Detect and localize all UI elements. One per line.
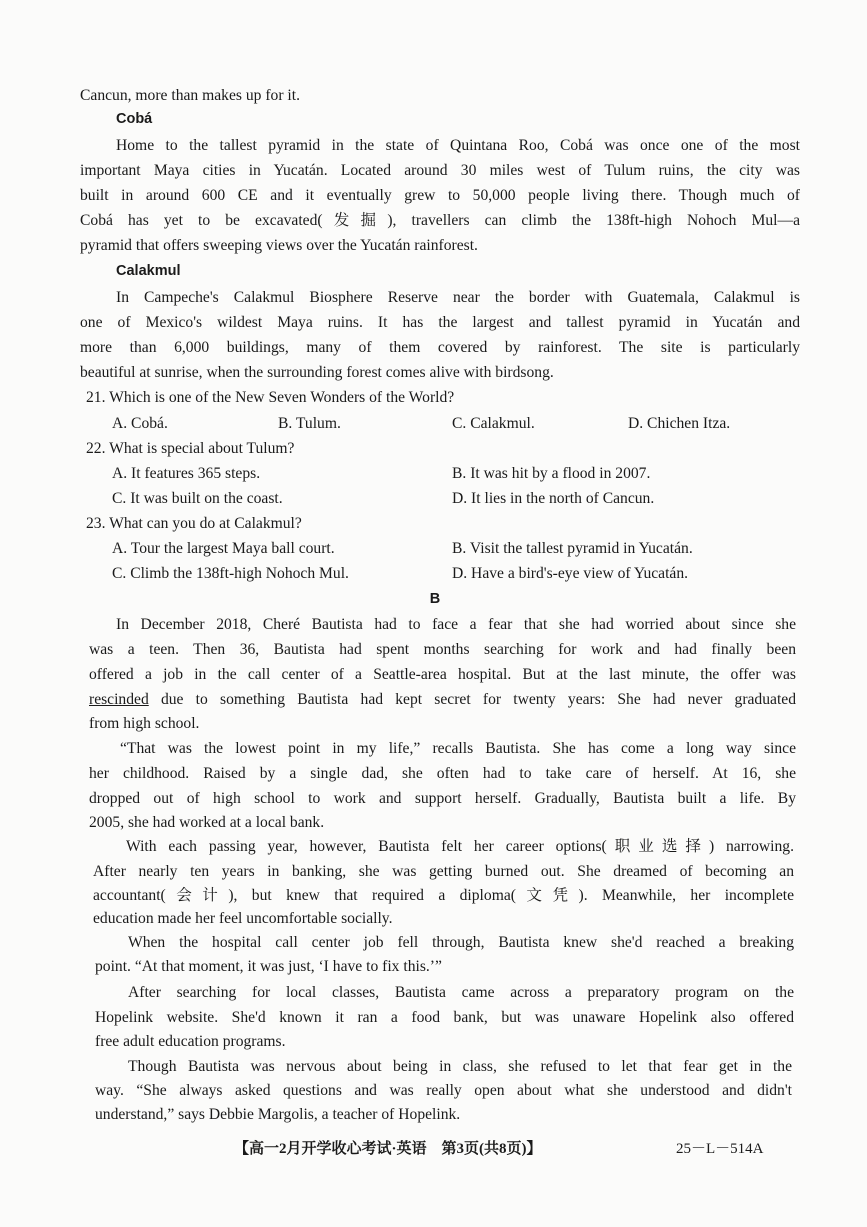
section-heading-coba: Cobá bbox=[116, 111, 153, 127]
passage-b-line: her childhood. Raised by a single dad, she often had to take care of herself. At 16, she bbox=[89, 765, 796, 782]
question-22-option-a: A. It features 365 steps. bbox=[112, 465, 261, 482]
passage-b-line: free adult education programs. bbox=[95, 1033, 286, 1050]
passage-b-line-rest: due to something Bautista had kept secret for twenty years: She had never graduated bbox=[148, 691, 796, 708]
page-footer-exam-info: 【高一2月开学收心考试·英语 第3页(共8页)】 bbox=[234, 1141, 542, 1157]
question-21-stem: 21. Which is one of the New Seven Wonders of the World? bbox=[86, 389, 455, 406]
question-23-option-a: A. Tour the largest Maya ball court. bbox=[112, 540, 335, 557]
section-label-b: B bbox=[429, 591, 441, 607]
calakmul-line: one of Mexico's wildest Maya ruins. It has the largest and tallest pyramid in Yucatán and bbox=[80, 314, 800, 331]
question-21-option-a: A. Cobá. bbox=[112, 415, 168, 432]
page-footer-code: 25－L－514A bbox=[676, 1141, 764, 1157]
passage-b-line bbox=[89, 687, 796, 712]
coba-line: important Maya cities in Yucatán. Located around 30 miles west of Tulum ruins, the city was bbox=[80, 162, 800, 179]
passage-b-line: accountant(会计), but knew that required a diploma(文凭). Meanwhile, her incomplete bbox=[93, 887, 794, 904]
passage-b-line: from high school. bbox=[89, 715, 200, 732]
coba-line: Home to the tallest pyramid in the state of Quintana Roo, Cobá was once one of the most bbox=[116, 137, 800, 154]
question-23-option-d: D. Have a bird's-eye view of Yucatán. bbox=[452, 565, 689, 582]
question-22-option-d: D. It lies in the north of Cancun. bbox=[452, 490, 655, 507]
calakmul-line: beautiful at sunrise, when the surrounding forest comes alive with birdsong. bbox=[80, 364, 554, 381]
question-22-option-c: C. It was built on the coast. bbox=[112, 490, 283, 507]
question-23-stem: 23. What can you do at Calakmul? bbox=[86, 515, 302, 532]
passage-b-line: After searching for local classes, Bautista came across a preparatory program on the bbox=[128, 984, 794, 1001]
passage-b-line: was a teen. Then 36, Bautista had spent months searching for work and had finally been bbox=[89, 641, 796, 658]
question-21-option-c: C. Calakmul. bbox=[452, 415, 535, 432]
passage-b-line: 2005, she had worked at a local bank. bbox=[89, 814, 325, 831]
passage-b-line: Though Bautista was nervous about being in class, she refused to let that fear get in the bbox=[128, 1058, 792, 1075]
coba-line: built in around 600 CE and it eventually grew to 50,000 people living there. Though much of bbox=[80, 187, 800, 204]
coba-line: pyramid that offers sweeping views over the Yucatán rainforest. bbox=[80, 237, 478, 254]
question-23-option-c: C. Climb the 138ft-high Nohoch Mul. bbox=[112, 565, 349, 582]
passage-b-line: education made her feel uncomfortable socially. bbox=[93, 910, 393, 927]
coba-line: Cobá has yet to be excavated(发掘), travellers can climb the 138ft-high Nohoch Mul—a bbox=[80, 212, 800, 229]
passage-b-line: In December 2018, Cheré Bautista had to face a fear that she had worried about since she bbox=[116, 616, 796, 633]
question-23-option-b: B. Visit the tallest pyramid in Yucatán. bbox=[452, 540, 693, 557]
question-21-option-b: B. Tulum. bbox=[278, 415, 341, 432]
passage-b-line: When the hospital call center job fell through, Bautista knew she'd reached a breaking bbox=[128, 934, 794, 951]
calakmul-line: In Campeche's Calakmul Biosphere Reserve near the border with Guatemala, Calakmul is bbox=[116, 289, 800, 306]
passage-b-line: With each passing year, however, Bautista felt her career options(职业选择) narrowing. bbox=[126, 838, 794, 855]
passage-b-line: understand,” says Debbie Margolis, a teacher of Hopelink. bbox=[95, 1106, 461, 1123]
passage-b-line: point. “At that moment, it was just, ‘I have to fix this.’” bbox=[95, 958, 442, 975]
section-heading-calakmul: Calakmul bbox=[116, 263, 181, 279]
passage-b-line: offered a job in the call center of a Seattle-area hospital. But at the last minute, the offer was bbox=[89, 666, 796, 683]
passage-b-line: “That was the lowest point in my life,” recalls Bautista. She has come a long way since bbox=[120, 740, 796, 757]
passage-b-line: Hopelink website. She'd known it ran a food bank, but was unaware Hopelink also offered bbox=[95, 1009, 794, 1026]
underlined-word: rescinded bbox=[89, 691, 149, 708]
passage-b-line: dropped out of high school to work and support herself. Gradually, Bautista built a life. By bbox=[89, 790, 796, 807]
passage-text-line: Cancun, more than makes up for it. bbox=[80, 87, 300, 104]
question-22-stem: 22. What is special about Tulum? bbox=[86, 440, 295, 457]
question-21-option-d: D. Chichen Itza. bbox=[628, 415, 731, 432]
passage-b-line: way. “She always asked questions and was really open about what she understood and didn't bbox=[95, 1082, 792, 1099]
question-22-option-b: B. It was hit by a flood in 2007. bbox=[452, 465, 651, 482]
passage-b-line: After nearly ten years in banking, she was getting burned out. She dreamed of becoming an bbox=[93, 863, 794, 880]
calakmul-line: more than 6,000 buildings, many of them covered by rainforest. The site is particularly bbox=[80, 339, 800, 356]
